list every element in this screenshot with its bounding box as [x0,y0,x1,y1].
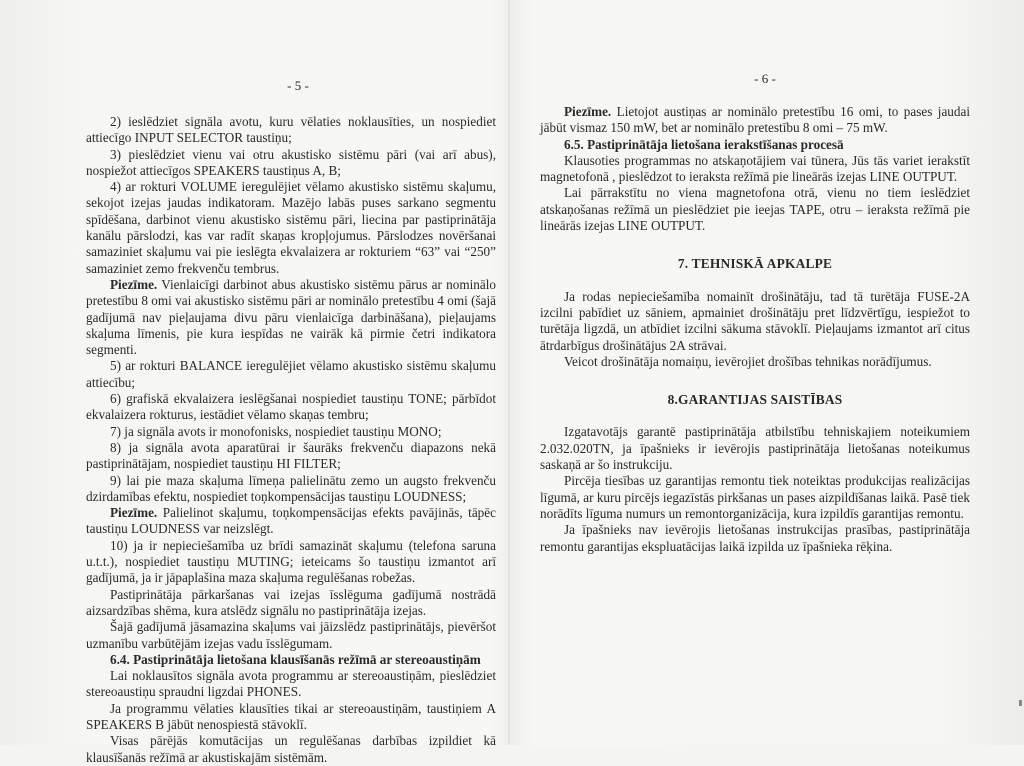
scan-edge-mark [1019,700,1022,706]
paragraph: Lai pārrakstītu no viena magnetofona otrā, vienu no tiem ieslēdziet atskaņošanas režīmā un pieslēdziet pie ieejas TAPE, otru – ieraksta režīmā pie lineārās izejas LINE OUTPUT. [540,185,970,234]
paragraph: Pastiprinātāja pārkaršanas vai izejas īsslēguma gadījumā nostrādā aizsardzības shēma, kura atslēdz signālu no pastiprinātāja izejas. [86,586,496,618]
paragraph: 9) lai pie maza skaļuma līmeņa palielinātu zemo un augsto frekvenču dzirdamības efektu, nospiediet toņkompensācijas taustiņu LOUDNESS; [86,472,496,504]
paragraph: Klausoties programmas no atskaņotājiem vai tūnera, Jūs tās variet ierakstīt magnetofonā , pieslēdzot to ieraksta režīmā pie lineārās izejas LINE OUTPUT. [540,152,970,185]
note-label: Piezīme. [110,505,158,521]
section-heading-6-4: 6.4. Pastiprinātāja lietošana klausīšanās režīmā ar stereoaustiņām [110,651,481,667]
paragraph: 8) ja signāla avota aparatūrai ir šaurāks frekvenču diapazons nekā pastiprinātājam, nospiediet taustiņu HI FILTER; [86,439,496,472]
spacer [540,408,970,424]
paragraph: Visas pārējās komutācijas un regulēšanas darbības izpildiet kā klausīšanās režīmā ar akustiskajām sistēmām. [86,733,496,765]
paragraph: 6) grafiskā ekvalaizera ieslēgšanai nospiediet taustiņu TONE; pārbīdot ekvalaizera rokturus, iestādiet vēlamo skaņas tembru; [86,391,496,423]
paragraph: 3) pieslēdziet vienu vai otru akustisko sistēmu pāri (vai arī abus), nospiežot attiecīgos SPEAKERS taustiņus A, B; [86,146,496,178]
paragraph: 10) ja ir nepieciešamība uz brīdi samazināt skaļumu (telefona saruna u.t.t.), nospiediet taustiņu MUTING; ieteicams šo taustiņu izmantot arī gadījumā, ja ir jāpaplašina maza skaļuma regulēšanas robežas. [86,537,496,586]
page-gutter [508,0,510,745]
paragraph: 4) ar rokturi VOLUME ieregulējiet vēlamo akustisko sistēmu skaļumu, sekojot izejas jaudas indikatoram. Mazējo labās puses sarkano segmentu spīdēšana, darbinot vienu akustisko sistēmu pāri, liecina par pastiprinātāja kanālu pārslodzi, kas var radīt skaņas kropļojumus. Pārslodzes novēršanai samaziniet skaļumu vai pie ieslēgta ekvalaizera ar rokturiem “63” vai “250” samaziniet zemo frekvenču tembrus. [86,179,496,276]
note-label: Piezīme. [564,104,612,119]
paragraph: Lai noklausītos signāla avota programmu ar stereoaustiņām, pieslēdziet stereoaustiņu spraudni ligzdai PHONES. [86,668,496,700]
paragraph: Ja rodas nepieciešamība nomainīt drošinātāju, tad tā turētāja FUSE-2A izcilni pabīdiet uz sāniem, apmainiet drošinātāju pret līdzvērtīgu, iespiežot to turētāja ligzdā, un atbīdiet izcilni sākuma stāvoklī. Pieļaujams izmantot arī citus ātrdarbīgus drošinātājus 2A strāvai. [540,288,970,353]
right-page [540,0,970,745]
paragraph: Ja programmu vēlaties klausīties tikai ar stereoaustiņām, taustiņiem A SPEAKERS B jābūt nenospiestā stāvoklī. [86,700,496,732]
paragraph: 7) ja signāla avots ir monofonisks, nospiediet taustiņu MONO; [110,423,442,439]
note-text: Palielinot skaļumu, toņkompensācijas efekts pavājinās, tāpēc taustiņu LOUDNESS var neizslēgt. [86,505,496,537]
spacer [540,370,970,392]
paragraph: Šajā gadījumā jāsamazina skaļums vai jāizslēdz pastiprinātājs, pievēršot uzmanību varbūtējām izejas vadu īsslēgumam. [86,619,496,651]
paragraph: Izgatavotājs garantē pastiprinātāja atbilstību tehniskajiem noteikumiem 2.032.020TN, ja īpašnieks ir ievērojis pastiprinātāja lietošanas noteikumus saskaņā ar šo instrukciju. [540,424,970,473]
note-text: Vienlaicīgi darbinot abus akustisko sistēmu pārus ar nominālo pretestību 8 omi vai akustisko sistēmu pāri ar nominālo pretestību 4 omi (šajā gadījumā nav pieļaujama divu pāru vienlaicīga darbināšana), pieļaujams skaļuma līmenis, pie kura iespīdas ne vairāk kā pirmie četri indikatora segmenti. [86,276,496,358]
page-number-left: - 5 - [287,78,309,93]
note-paragraph [86,505,496,538]
left-page [86,0,496,765]
note-text: Lietojot austiņas ar nominālo pretestību 16 omi, to pases jaudai jābūt vismaz 150 mW, bet ar nominālo pretestību 8 omi – 75 mW. [540,104,970,136]
spacer [540,273,970,289]
paragraph: Pircēja tiesības uz garantijas remontu tiek noteiktas produkcijas realizācijas līgumā, ar kuru pircējs iegazīstās pirkšanas un pases aizpildīšanas laikā. Pasē tiek norādīts līguma numurs un remontorganizācija, kura izpildīs garantijas remontu. [540,473,970,521]
note-label: Piezīme. [110,276,158,292]
paragraph: 5) ar rokturi BALANCE ieregulējiet vēlamo akustisko sistēmu skaļumu attiecību; [86,358,496,390]
page-number-right: - 6 - [754,71,776,86]
chapter-heading-8: 8.GARANTIJAS SAISTĪBAS [667,392,843,408]
note-paragraph [540,104,970,137]
paragraph: Ja īpašnieks nav ievērojis lietošanas instrukcijas prasības, pastiprinātāja remontu garantijas ekspluatācijas laikā izpilda uz īpašnieka rēķina. [540,522,970,554]
spacer [540,234,970,256]
section-heading-6-5: 6.5. Pastiprinātāja lietošana ierakstīšanas procesā [564,136,844,152]
paragraph: Veicot drošinātāja nomaiņu, ievērojiet drošības tehnikas norādījumus. [564,353,932,369]
note-paragraph [86,277,496,358]
chapter-heading-7: 7. TEHNISKĀ APKALPE [677,256,833,272]
paragraph: 2) ieslēdziet signāla avotu, kuru vēlaties noklausīties, un nospiediet attiecīgo INPUT SELECTOR taustiņu; [86,114,496,146]
